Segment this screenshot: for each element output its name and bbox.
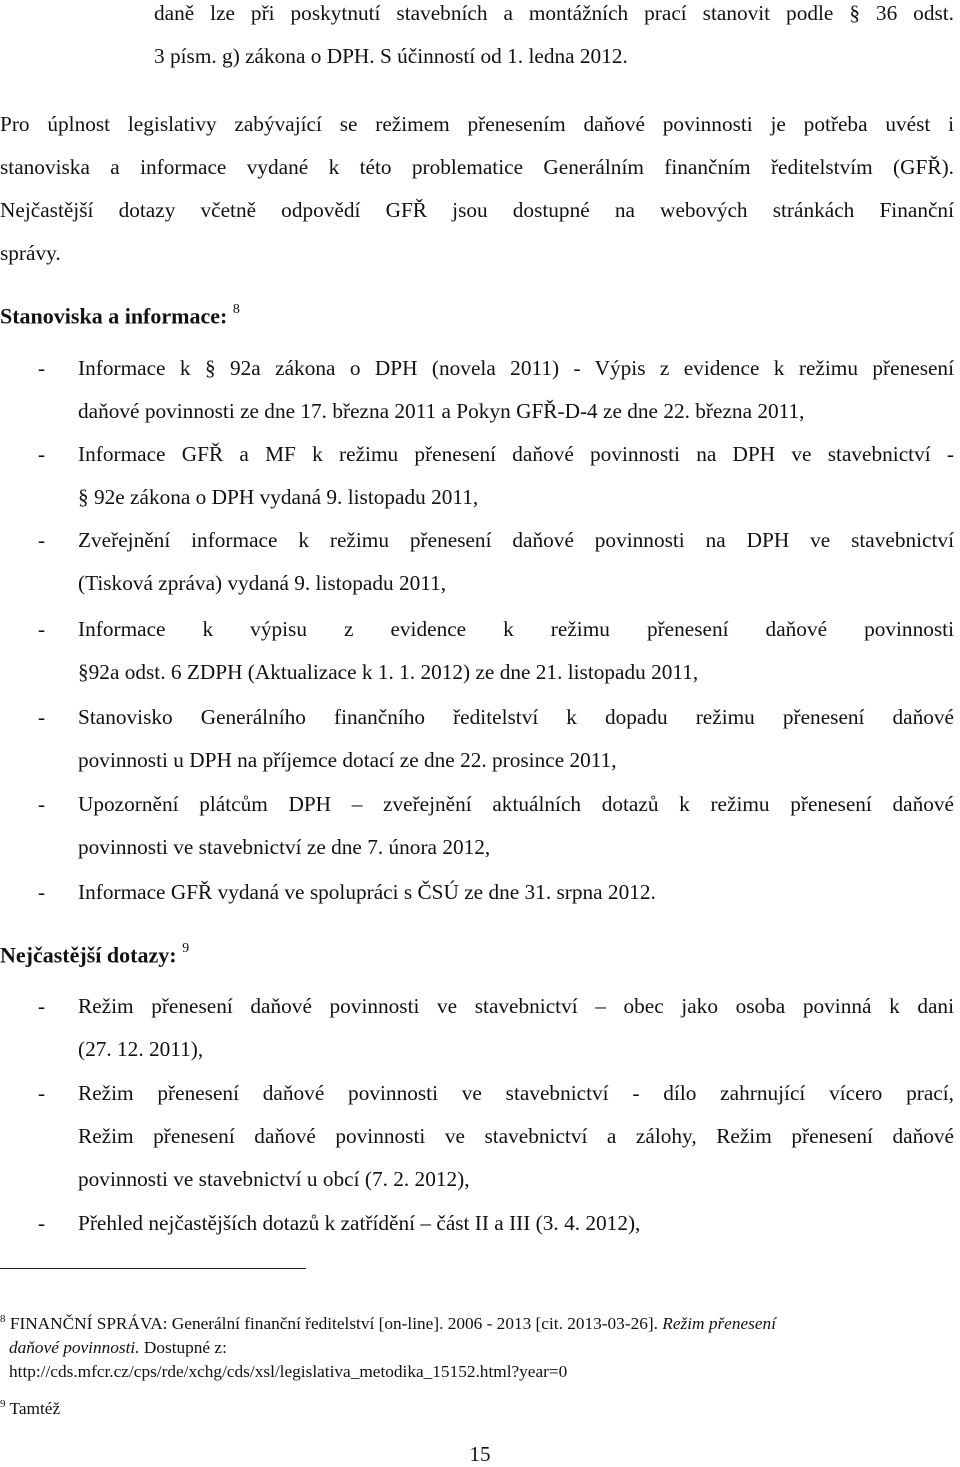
footnote-available: Dostupné z:: [139, 1337, 227, 1357]
list-dash: -: [38, 705, 46, 729]
list-item: [0, 1072, 960, 1201]
list-item-line-1: Informace GFŘ vydaná ve spolupráci s ČSÚ ze dne 31. srpna 2012.: [78, 880, 656, 904]
list-item-line-2: (Tisková zpráva) vydaná 9. listopadu 2011,: [78, 571, 447, 595]
list-item-line-1: Režim přenesení daňové povinnosti ve stavebnictví – obec jako osoba povinná k dani: [78, 994, 954, 1018]
section-heading-stanoviska: [0, 290, 240, 333]
list-item-line-1: Upozornění plátcům DPH – zveřejnění aktuálních dotazů k režimu přenesení daňové: [78, 792, 954, 816]
list-item: [0, 347, 960, 433]
body-line-4: správy.: [0, 241, 61, 265]
list-dash: -: [38, 442, 46, 466]
list-item: [0, 783, 960, 869]
list-item-line-2: povinnosti u DPH na příjemce dotací ze dne 22. prosince 2011,: [78, 748, 617, 772]
list-dash: -: [38, 1081, 46, 1105]
body-line-1: Pro úplnost legislativy zabývající se režimem přenesením daňové povinnosti je potřeba uvést i: [0, 112, 954, 136]
intro-line-1: daně lze při poskytnutí stavebních a montážních prací stanovit podle § 36 odst.: [154, 1, 954, 25]
list-item: [0, 985, 960, 1071]
footnote-8: [0, 1307, 954, 1384]
list-item-line-2: povinnosti ve stavebnictví ze dne 7. února 2012,: [78, 835, 491, 859]
footnote-ref-8: 8: [232, 302, 240, 317]
list-item-line-2: (27. 12. 2011),: [78, 1037, 204, 1061]
list-dash: -: [38, 994, 46, 1018]
list-dash: -: [38, 617, 46, 641]
footnote-9: [0, 1392, 60, 1421]
list-item-line-1: Přehled nejčastějších dotazů k zatřídění – část II a III (3. 4. 2012),: [78, 1211, 641, 1235]
list-dash: -: [38, 880, 46, 904]
list-item-line-1: Režim přenesení daňové povinnosti ve stavebnictví - dílo zahrnující vícero prací,: [78, 1081, 954, 1105]
list-dash: -: [38, 792, 46, 816]
section-heading-text: Stanoviska a informace:: [0, 303, 228, 329]
footnote-text: FINANČNÍ SPRÁVA: Generální finanční ředitelství [on-line]. 2006 - 2013 [cit. 2013-03-26].: [9, 1313, 663, 1333]
list-dash: -: [38, 528, 46, 552]
list-item: [0, 519, 960, 605]
list-dash: -: [38, 1211, 46, 1235]
page-number: 15: [469, 1442, 491, 1466]
footnote-url-link[interactable]: http://cds.mfcr.cz/cps/rde/xchg/cds/xsl/legislativa_metodika_15152.html?year=0: [9, 1361, 568, 1381]
body-line-3: Nejčastější dotazy včetně odpovědí GFŘ jsou dostupné na webových stránkách Finanční: [0, 198, 954, 222]
footnote-separator: [0, 1268, 306, 1269]
list-item-line-1: Stanovisko Generálního finančního ředitelství k dopadu režimu přenesení daňové: [78, 705, 954, 729]
list-item-line-1: Informace k § 92a zákona o DPH (novela 2011) - Výpis z evidence k režimu přenesení: [78, 356, 954, 380]
section-heading-dotazy: [0, 929, 189, 972]
list-item-line-1: Informace k výpisu z evidence k režimu přenesení daňové povinnosti: [78, 617, 954, 641]
body-paragraph: [0, 103, 954, 275]
list-item-line-1: Informace GFŘ a MF k režimu přenesení daňové povinnosti na DPH ve stavebnictví -: [78, 442, 954, 466]
footnote-title-cont: daňové povinnosti.: [9, 1337, 140, 1357]
list-item-line-2: Režim přenesení daňové povinnosti ve stavebnictví a zálohy, Režim přenesení daňové: [78, 1124, 954, 1148]
list-item-line-3: povinnosti ve stavebnictví u obcí (7. 2. 2012),: [78, 1167, 470, 1191]
intro-paragraph: [154, 0, 954, 78]
list-item-line-2: § 92e zákona o DPH vydaná 9. listopadu 2011,: [78, 485, 479, 509]
list-item: [0, 696, 960, 782]
list-item-line-2: §92a odst. 6 ZDPH (Aktualizace k 1. 1. 2012) ze dne 21. listopadu 2011,: [78, 660, 699, 684]
footnote-number: 9: [0, 1398, 6, 1410]
list-item-line-2: daňové povinnosti ze dne 17. března 2011 a Pokyn GFŘ-D-4 ze dne 22. března 2011,: [78, 399, 805, 423]
list-item: [0, 1202, 960, 1245]
list-item: [0, 433, 960, 519]
body-line-2: stanoviska a informace vydané k této problematice Generálním finančním ředitelstvím (GFŘ).: [0, 155, 954, 179]
section-heading-text: Nejčastější dotazy:: [0, 942, 177, 968]
list-item: [0, 871, 960, 914]
list-dash: -: [38, 356, 46, 380]
list-item: [0, 608, 960, 694]
list-item-line-1: Zveřejnění informace k režimu přenesení daňové povinnosti na DPH ve stavebnictví: [78, 528, 954, 552]
footnote-title: Režim přenesení: [662, 1313, 777, 1333]
footnote-number: 8: [0, 1313, 6, 1325]
footnote-text: Tamtéž: [9, 1398, 61, 1418]
intro-line-2: 3 písm. g) zákona o DPH. S účinností od 1. ledna 2012.: [154, 44, 628, 68]
footnote-ref-9: 9: [182, 941, 190, 956]
